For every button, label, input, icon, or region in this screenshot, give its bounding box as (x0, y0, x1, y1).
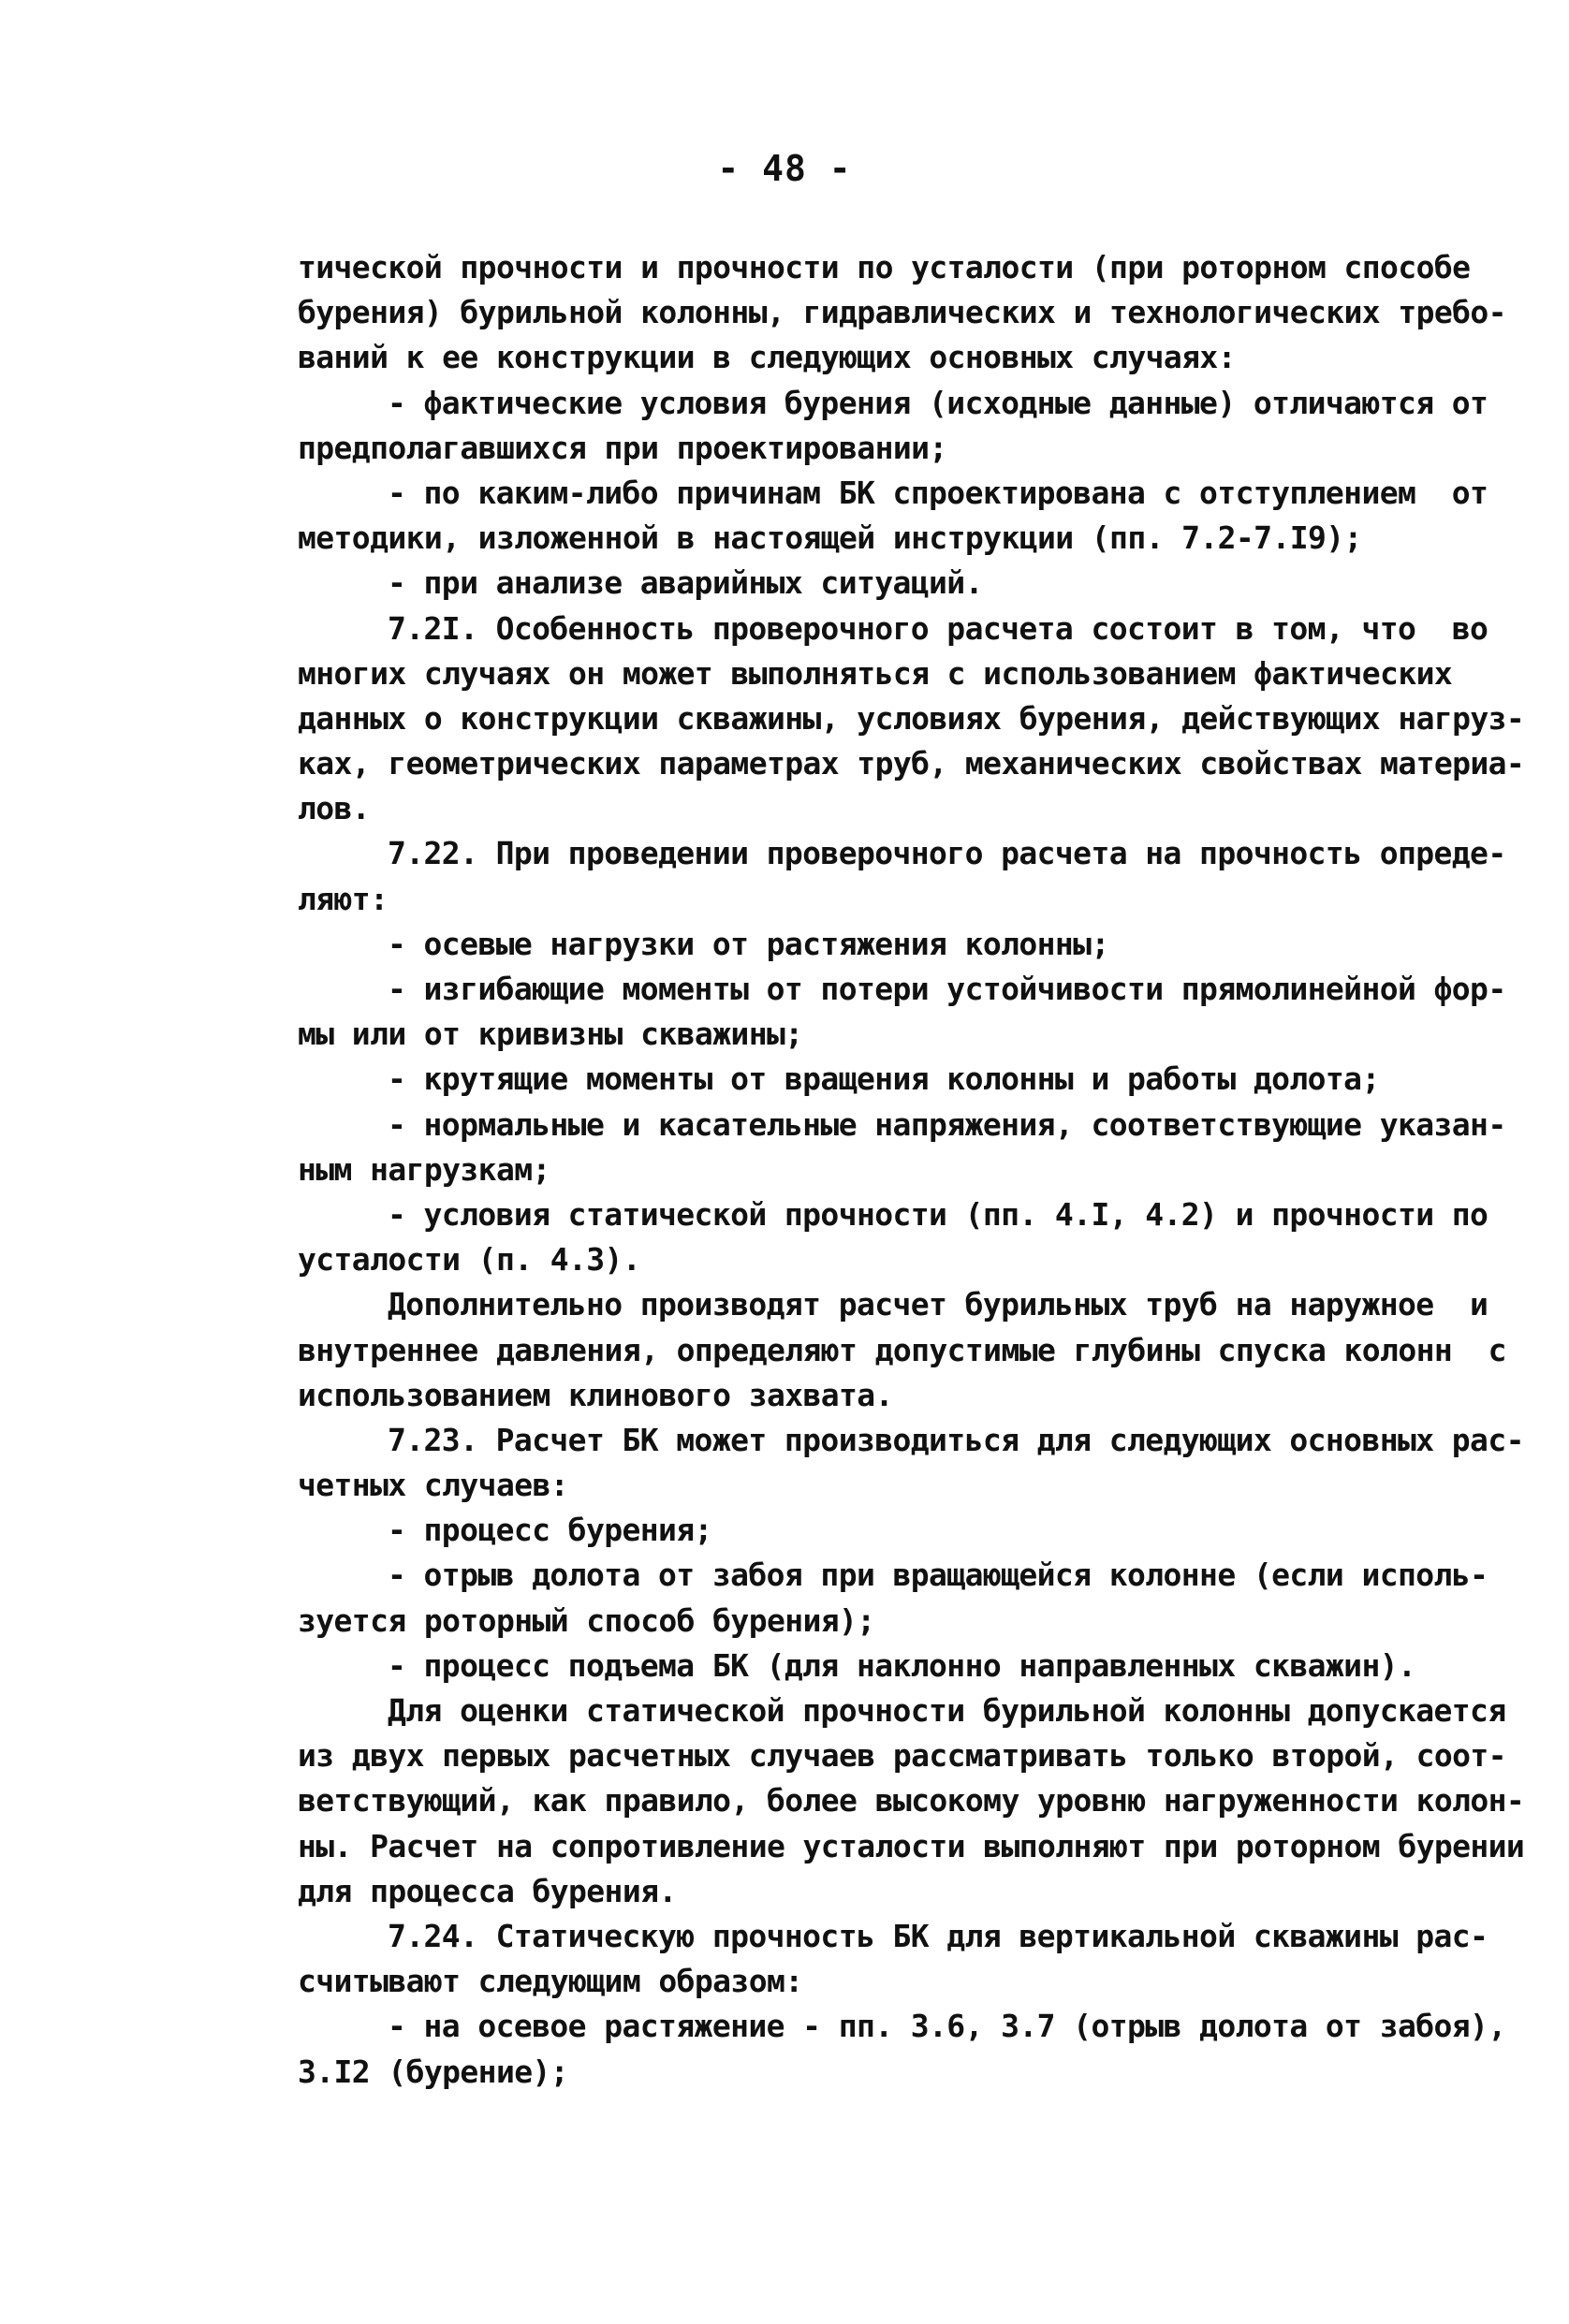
text-line: 7.22. При проведении проверочного расчета на прочность опреде- (388, 835, 1506, 872)
text-line: 3.I2 (бурение); (298, 2053, 569, 2090)
text-line: - условия статической прочности (пп. 4.I, 4.2) и прочности по (388, 1195, 1488, 1233)
text-line: 7.23. Расчет БК может производиться для следующих основных рас- (388, 1421, 1524, 1458)
text-line: данных о конструкции скважины, условиях бурения, действующих нагруз- (298, 699, 1525, 737)
text-line: - осевые нагрузки от растяжения колонны; (388, 925, 1109, 962)
text-line: бурения) бурильной колонны, гидравлических и технологических требо- (298, 294, 1506, 331)
text-line: предполагавшихся при проектировании; (298, 429, 947, 466)
text-line: ляют: (298, 880, 389, 917)
text-line: 7.2I. Особенность проверочного расчета состоит в том, что во (388, 609, 1488, 647)
text-line: - крутящие моменты от вращения колонны и работы долота; (388, 1060, 1380, 1098)
text-line: ках, геометрических параметрах труб, механических свойствах материа- (298, 745, 1525, 782)
text-line: - изгибающие моменты от потери устойчивости прямолинейной фор- (388, 971, 1506, 1007)
text-line: зуется роторный способ бурения); (298, 1601, 875, 1639)
text-line: использованием клинового захвата. (298, 1376, 893, 1413)
text-line: - по каким-либо причинам БК спроектирована с отступлением от (388, 474, 1488, 511)
text-line: тической прочности и прочности по усталости (при роторном способе (298, 249, 1471, 285)
text-line: лов. (298, 790, 371, 827)
body-text (298, 245, 1556, 2095)
text-line: - отрыв долота от забоя при вращающейся колонне (если исполь- (388, 1557, 1488, 1594)
text-line: многих случаях он может выполняться с использованием фактических (298, 654, 1453, 692)
text-line: усталости (п. 4.3). (298, 1241, 641, 1279)
text-line: Дополнительно производят расчет бурильных труб на наружное и (388, 1286, 1488, 1323)
text-line: ветствующий, как правило, более высокому уровню нагруженности колон- (298, 1782, 1525, 1820)
text-line: ны. Расчет на сопротивление усталости выполняют при роторном бурении (298, 1827, 1525, 1864)
text-line: внутреннее давления, определяют допустимые глубины спуска колонн с (298, 1331, 1506, 1368)
text-line: для процесса бурения. (298, 1872, 677, 1909)
text-line: - нормальные и касательные напряжения, соответствующие указан- (388, 1105, 1506, 1143)
page-number: - 48 - (717, 148, 852, 189)
text-line: считывают следующим образом: (298, 1963, 803, 2000)
text-line: мы или от кривизны скважины; (298, 1016, 803, 1053)
text-line: - процесс бурения; (388, 1512, 712, 1549)
text-line: из двух первых расчетных случаев рассматривать только второй, соот- (298, 1737, 1506, 1775)
text-line: ваний к ее конструкции в следующих основных случаях: (298, 339, 1236, 376)
text-line: методики, изложенной в настоящей инструкции (пп. 7.2-7.I9); (298, 519, 1362, 557)
text-line: - процесс подъема БК (для наклонно направленных скважин). (388, 1646, 1416, 1684)
text-line: ным нагрузкам; (298, 1150, 550, 1188)
text-line: четных случаев: (298, 1467, 569, 1504)
text-line: 7.24. Статическую прочность БК для вертикальной скважины рас- (388, 1917, 1488, 1954)
text-line: - фактические условия бурения (исходные данные) отличаются от (388, 384, 1488, 421)
text-line: Для оценки статической прочности бурильной колонны допускается (388, 1692, 1506, 1729)
text-line: - при анализе аварийных ситуаций. (388, 564, 983, 602)
text-line: - на осевое растяжение - пп. 3.6, 3.7 (отрыв долота от забоя), (388, 2008, 1506, 2045)
